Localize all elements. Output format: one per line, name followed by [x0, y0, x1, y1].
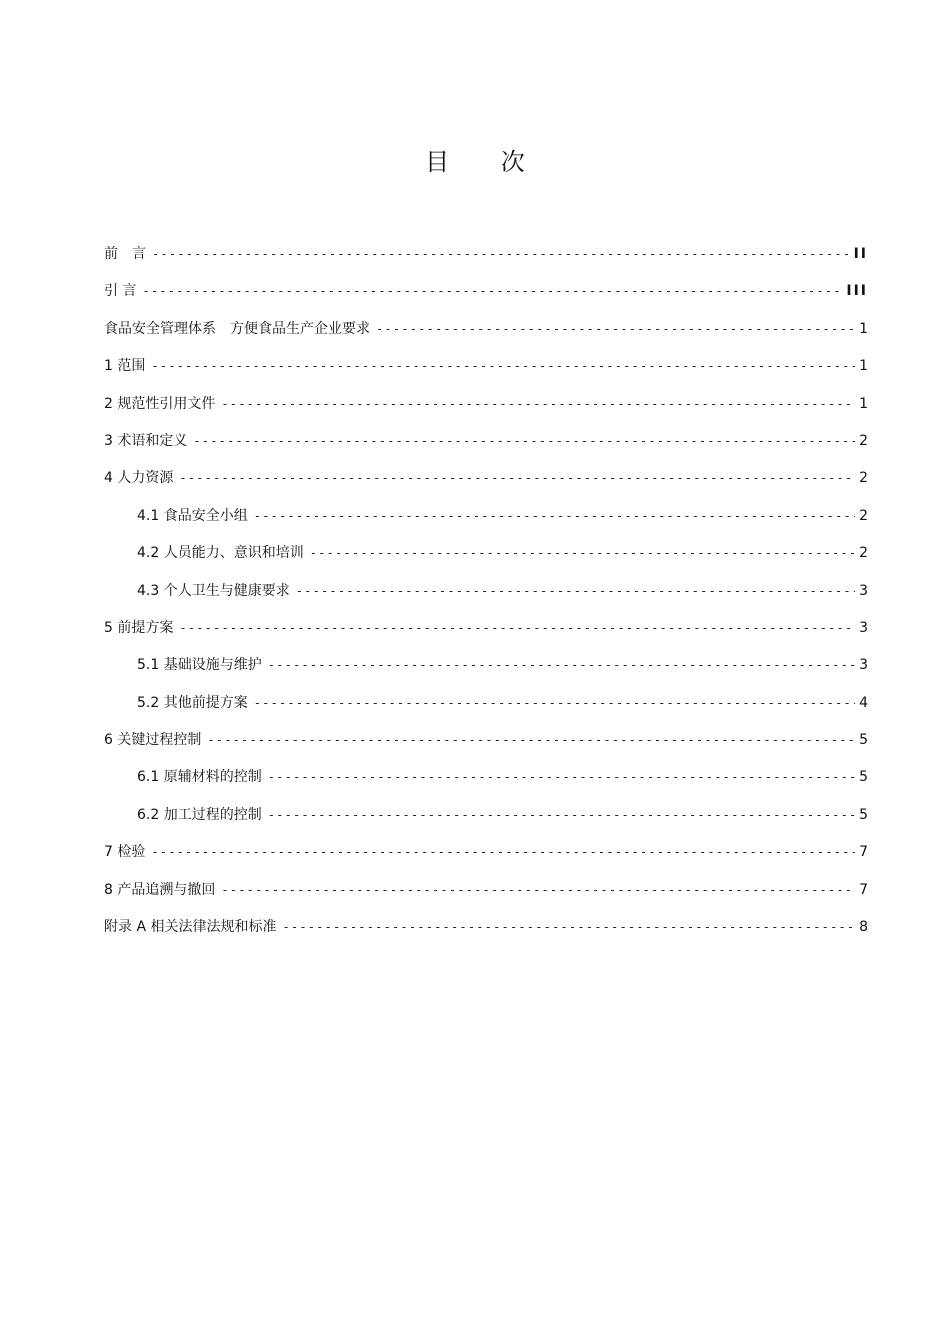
toc-entry-6-1[interactable]: [104, 759, 868, 796]
toc-title: 目 次: [425, 148, 547, 176]
dot-leader: [207, 722, 855, 759]
toc-entry-page: 2: [859, 432, 868, 449]
toc-entry-page: 4: [859, 694, 868, 711]
dot-leader: [179, 460, 855, 497]
toc-entry-terms[interactable]: [104, 423, 868, 460]
dot-leader: [193, 423, 855, 460]
toc-entry-label: 2 规范性引用文件: [104, 395, 216, 412]
toc-entry-label: 4.2 人员能力、意识和培训: [137, 545, 304, 562]
toc-entry-label: 食品安全管理体系 方便食品生产企业要求: [104, 320, 370, 337]
toc-entry-4-2[interactable]: [104, 535, 868, 572]
toc-entry-page: III: [846, 283, 868, 300]
toc-entry-5-1[interactable]: [104, 647, 868, 684]
toc-entry-foreword[interactable]: [104, 236, 868, 273]
dot-leader: [282, 909, 855, 946]
toc-entry-label: 附录 A 相关法律法规和标准: [104, 919, 277, 936]
toc-entry-page: 8: [859, 919, 868, 936]
toc-entry-page: 3: [859, 619, 868, 636]
toc-entry-page: 2: [859, 470, 868, 487]
toc-entry-page: II: [853, 246, 868, 262]
dot-leader: [254, 685, 855, 722]
toc-entry-page: 5: [859, 769, 868, 786]
toc-entry-page: 7: [859, 881, 868, 898]
toc-entry-human-resources[interactable]: [104, 460, 868, 497]
toc-entry-introduction[interactable]: [104, 273, 868, 310]
toc-entry-page: 1: [859, 358, 868, 375]
toc-entry-page: 1: [859, 395, 868, 412]
toc-entry-label: 4.1 食品安全小组: [137, 507, 248, 524]
toc-entry-page: 3: [859, 582, 868, 599]
toc-entry-page: 7: [859, 844, 868, 861]
dot-leader: [151, 348, 855, 385]
dot-leader: [310, 535, 855, 572]
toc-entry-4-3[interactable]: [104, 573, 868, 610]
dot-leader: [254, 498, 855, 535]
toc-entry-label: 8 产品追溯与撤回: [104, 881, 216, 898]
toc-entry-appendix-a[interactable]: [104, 909, 868, 946]
toc-entry-page: 1: [859, 320, 868, 337]
dot-leader: [221, 872, 855, 909]
toc-entry-main-title[interactable]: [104, 311, 868, 348]
toc-entry-key-process-control[interactable]: [104, 722, 868, 759]
dot-leader: [268, 797, 855, 834]
toc-entry-label: 引 言: [104, 283, 137, 300]
dot-leader: [152, 236, 850, 273]
toc-entry-scope[interactable]: [104, 348, 868, 385]
toc-entry-label: 7 检验: [104, 844, 146, 861]
dot-leader: [296, 573, 855, 610]
toc-entry-label: 3 术语和定义: [104, 432, 188, 449]
toc-entry-label: 5 前提方案: [104, 619, 174, 636]
dot-leader: [142, 273, 842, 310]
dot-leader: [376, 311, 855, 348]
toc-entry-label: 6 关键过程控制: [104, 732, 202, 749]
toc-entry-inspection[interactable]: [104, 834, 868, 871]
toc-entry-label: 4.3 个人卫生与健康要求: [137, 582, 290, 599]
dot-leader: [179, 610, 855, 647]
toc-entry-page: 2: [859, 507, 868, 524]
dot-leader: [151, 834, 855, 871]
table-of-contents: [104, 236, 868, 946]
dot-leader: [268, 647, 855, 684]
dot-leader: [268, 759, 855, 796]
toc-entry-page: 5: [859, 806, 868, 823]
toc-entry-4-1[interactable]: [104, 498, 868, 535]
toc-entry-page: 5: [859, 732, 868, 749]
toc-entry-label: 6.1 原辅材料的控制: [137, 769, 262, 786]
toc-entry-prerequisite[interactable]: [104, 610, 868, 647]
toc-entry-label: 5.1 基础设施与维护: [137, 657, 262, 674]
toc-entry-page: 2: [859, 545, 868, 562]
toc-entry-label: 1 范围: [104, 358, 146, 375]
toc-entry-label: 6.2 加工过程的控制: [137, 806, 262, 823]
toc-entry-6-2[interactable]: [104, 797, 868, 834]
toc-entry-traceability[interactable]: [104, 872, 868, 909]
dot-leader: [221, 386, 855, 423]
toc-entry-page: 3: [859, 657, 868, 674]
toc-entry-5-2[interactable]: [104, 685, 868, 722]
toc-entry-label: 5.2 其他前提方案: [137, 694, 248, 711]
toc-entry-label: 4 人力资源: [104, 470, 174, 487]
toc-entry-normative-references[interactable]: [104, 386, 868, 423]
toc-entry-label: 前 言: [104, 246, 146, 262]
